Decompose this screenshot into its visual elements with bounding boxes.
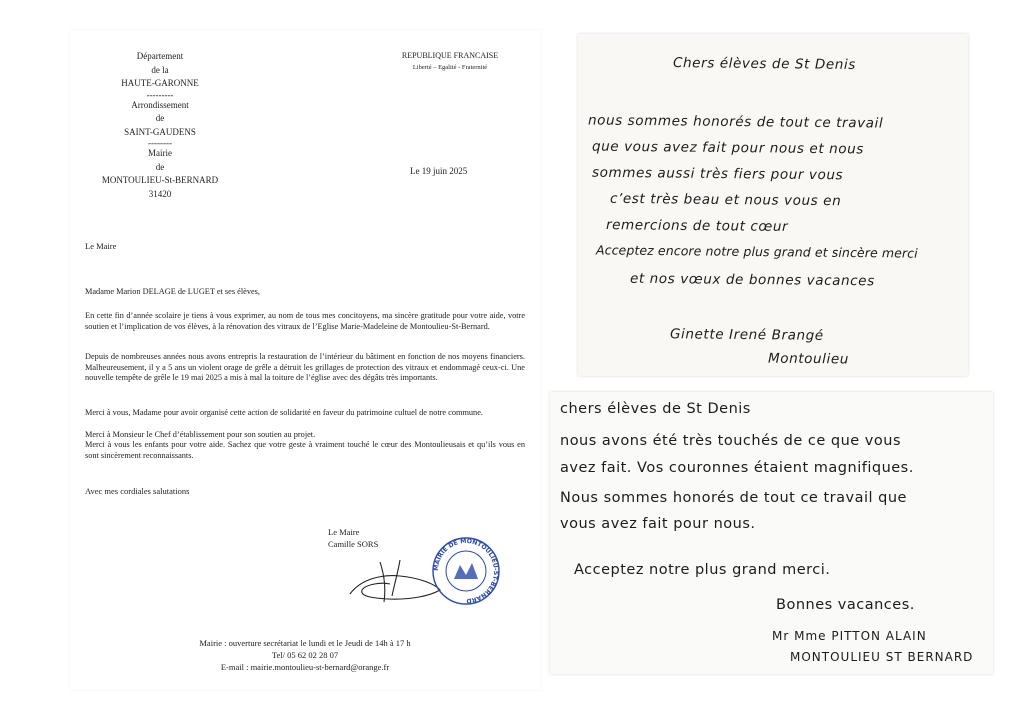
note-greeting: chers élèves de St Denis	[560, 401, 751, 417]
letterhead-line: de la	[151, 64, 169, 75]
mayor-letter	[70, 30, 540, 690]
note-signature-place: Montoulieu	[767, 350, 850, 368]
letterhead-line: Mairie	[148, 148, 172, 158]
letterhead-line: Département	[136, 51, 184, 61]
letter-closing: Avec mes cordiales salutations	[85, 486, 190, 496]
note-closing: Bonnes vacances.	[776, 597, 915, 613]
note-line: que vous avez fait pour nous et nous	[591, 138, 865, 158]
letter-footer	[70, 638, 540, 673]
mairie-stamp	[430, 535, 502, 607]
note-signature-place: MONTOULIEU ST BERNARD	[790, 650, 974, 664]
letterhead-line: ---------	[146, 89, 174, 100]
letterhead-right	[370, 50, 530, 74]
letter-paragraph: Depuis de nombreuses années nous avons entrepris la restauration de l’intérieur du bâtiment en fonction de nos moyens financiers. Malheureusement, il y a 5 ans un violent orage de grêle a détruit les grillages de protection des vitraux et endommagé ceux-ci. Une nouvelle tempête de grêle le 19 mai 2025 a mis à mal la toiture de l’église avec des dégâts très importants.	[85, 352, 525, 382]
letter-salutation: Madame Marion DELAGE de LUGET et ses élèves,	[85, 287, 260, 296]
note-line: Acceptez notre plus grand merci.	[574, 562, 831, 578]
letterhead-line: 31420	[148, 188, 172, 199]
note-signature: Ginette Irené Brangé	[669, 326, 824, 344]
letter-paragraph: Merci à Monsieur le Chef d’établissement pour son soutien au projet.	[85, 430, 316, 439]
letterhead-left	[85, 50, 235, 201]
note-line: vous avez fait pour nous.	[560, 516, 756, 532]
handwritten-note-1	[578, 34, 968, 376]
stamp-text: MAIRIE DE MONTOULIEU-ST-BERNARD	[432, 537, 500, 605]
handwritten-note-2	[550, 392, 993, 674]
letterhead-line: --------	[148, 138, 172, 148]
letterhead-line: MONTOULIEU-St-BERNARD	[101, 175, 219, 185]
letterhead-line: de	[155, 161, 165, 172]
note-greeting: Chers élèves de St Denis	[672, 55, 856, 73]
letter-date: Le 19 juin 2025	[410, 166, 468, 176]
republic-motto: Liberté – Egalité - Fraternité	[412, 64, 488, 71]
note-line: et nos vœux de bonnes vacances	[629, 270, 875, 290]
note-line: remercions de tout cœur	[605, 217, 789, 235]
note-line: nous sommes honorés de tout ce travail	[587, 112, 884, 132]
note-line: c’est très beau et nous vous en	[609, 190, 842, 210]
letterhead-line: de	[155, 113, 165, 123]
signature-title: Le Maire	[328, 527, 360, 537]
letterhead-line: SAINT-GAUDENS	[124, 126, 196, 137]
republic-label: REPUBLIQUE FRANCAISE	[401, 51, 499, 60]
note-line: sommes aussi très fiers pour vous	[591, 164, 844, 184]
letter-sender: Le Maire	[85, 241, 117, 251]
letterhead-line: Arrondissement	[131, 99, 189, 110]
signature-block	[328, 527, 378, 550]
note-line: Acceptez encore notre plus grand et sincère merci	[595, 242, 918, 261]
note-signature: Mr Mme PITTON ALAIN	[772, 629, 927, 643]
letter-paragraph: Merci à vous, Madame pour avoir organisé cette action de solidarité en faveur du patrimoine cultuel de notre commune.	[85, 408, 483, 417]
footer-phone: Tel/ 05 62 02 28 07	[271, 649, 339, 660]
letterhead-line: HAUTE-GARONNE	[121, 78, 199, 88]
letter-paragraph: En cette fin d’année scolaire je tiens à vous exprimer, au nom de tous mes concitoyens, ma sincère gratitude pour votre aide, votre soutien et l’implication de vos élèves, à la rénovation des vitraux de l’Eglise Marie-Madeleine de Montoulieu-St-Bernard.	[85, 311, 525, 331]
footer-hours: Mairie : ouverture secrétariat le lundi et le Jeudi de 14h à 17 h	[199, 638, 411, 648]
footer-email: E-mail : mairie.montoulieu-st-bernard@orange.fr	[220, 661, 390, 672]
letter-paragraph: Merci à vous les enfants pour votre aide. Sachez que votre geste à vraiment touché le cœur des Montoulieusais et qu’ils vous en sont sincèrement reconnaissants.	[85, 440, 525, 460]
note-line: nous avons été très touchés de ce que vous	[560, 433, 902, 449]
note-line: avez fait. Vos couronnes étaient magnifiques.	[560, 460, 914, 476]
note-line: Nous sommes honorés de tout ce travail que	[560, 490, 907, 506]
signature-name: Camille SORS	[328, 538, 379, 549]
